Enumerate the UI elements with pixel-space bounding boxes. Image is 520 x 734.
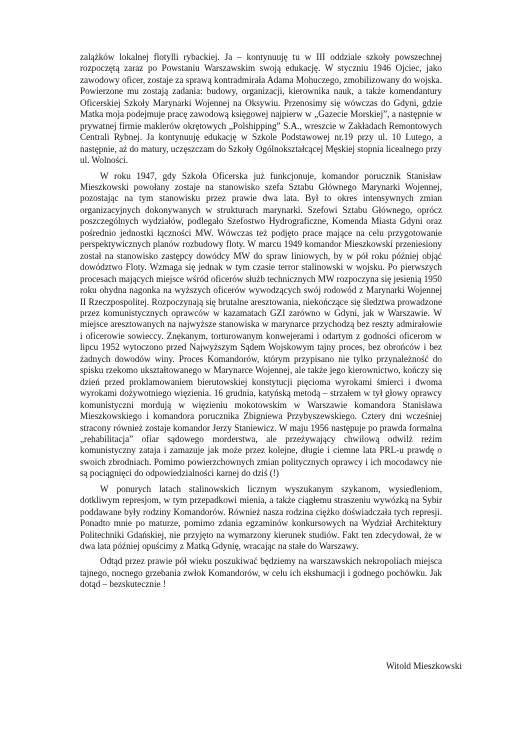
paragraph-1: zalążków lokalnej flotylli rybackiej. Ja – kontynuuję tu w III oddziale szkoły powszechnej rozpoczętą zaraz po Powstaniu Warszawskim swoją edukację. W styczniu 1946 Ojciec, jako zawodowy oficer, zostaje za sprawą kontradmirała Adama Mohuczego, zmobilizowany do wojska. Powierzone mu zostają zadania: budowy, organizacji, kierownika nauk, a także komendantury Oficerskiej Szkoły Marynarki Wojennej na Oksywiu. Przenosimy się wówczas do Gdyni, gdzie Matka moja podejmuje pracę zawodową księgowej najpierw w „Gazecie Morskiej”, a następnie w prywatnej firmie maklerów okrętowych „Polshipping” S.A., wreszcie w Zakładach Remontowych Centrali Rybnej. Ja kontynuuję edukację w Szkole Podstawowej nr.19 przy ul. 10 Lutego, a następnie, aż do matury, uczęszczam do Szkoły Ogólnokształcącej Męskiej stopnia licealnego przy ul. Wolności. bbox=[80, 52, 442, 166]
paragraph-3: W ponurych latach stalinowskich licznym wyszukanym szykanom, wysiedleniom, dotkliwym represjom, w tym przepadkowi mienia, a także ciągłemu straszeniu wywózką na Sybir poddawane były rodziny Komandorów. Również nasza rodzina ciężko doświadczała tych represji. Ponadto mnie po maturze, pomimo zdania egzaminów konkursowych na Wydział Architektury Politechniki Gdańskiej, nie przyjęto na wymarzony kierunek studiów. Fakt ten zdecydował, że w dwa lata później opuścimy z Matką Gdynię, wracając na stałe do Warszawy. bbox=[80, 483, 442, 552]
signature: Witold Mieszkowski bbox=[386, 661, 462, 671]
document-body bbox=[80, 52, 442, 591]
paragraph-2: W roku 1947, gdy Szkoła Oficerska już funkcjonuje, komandor porucznik Stanisław Mieszkowski powołany zostaje na stanowisko szefa Sztabu Głównego Marynarki Wojennej, pozostając na tym stanowisku przez prawie dwa lata. Był to okres intensywnych zmian organizacyjnych dokonywanych w strukturach marynarki. Szefowi Sztabu Głównego, oprócz poszczególnych wydziałów, podlegało Szefostwo Hydrograficzne, Komenda Miasta Gdyni oraz pośrednio jednostki łączności MW. Wówczas też podjęto prace mające na celu przygotowanie perspektywicznych planów rozbudowy floty. W marcu 1949 komandor Mieszkowski przeniesiony został na stanowisko zastępcy dowódcy MW do spraw liniowych, by w pół roku później objąć dowództwo Floty. Wzmaga się jednak w tym czasie terror stalinowski w wojsku. Po pierwszych procesach mających miejsce wśród oficerów służb technicznych MW rozpoczyna się jesienią 1950 roku ohydna nagonka na wyższych oficerów wywodzących swój rodowód z Marynarki Wojennej II Rzeczpospolitej. Rozpoczynają się brutalne aresztowania, niekończące się śledztwa prowadzone przez komunistycznych oprawców w kazamatach GZI zarówno w Gdyni, jak w Warszawie. W miejsce aresztowanych na najwyższe stanowiska w marynarce przychodzą bez reszty admirałowie i oficerowie sowieccy. Znękanym, torturowanym konwejerami i odartym z godności oficerom w lipcu 1952 wytoczono przed Najwyższym Sądem Wojskowym tajny proces, bez obrońców i bez żadnych dowodów winy. Proces Komandorów, którym przypisano nie tylko przynależność do spisku rzekomo ukształtowanego w Marynarce Wojennej, ale także jego kierownictwo, kończy się dzień przed proklamowaniem bierutowskiej konstytucji pięcioma wyrokami śmierci i dwoma wyrokami dożywotniego więzienia. 16 grudnia, katyńską metodą – strzałem w tył głowy oprawcy komunistyczni mordują w więzieniu mokotowskim w Warszawie komandora Stanisława Mieszkowskiego i komandora porucznika Zbigniewa Przybyszewskiego. Cztery dni wcześniej stracony również zostaje komandor Jerzy Staniewicz. W maju 1956 następuje po prawda formalna „rehabilitacja” ofiar sądowego morderstwa, ale przeżywający chwilową odwilż reżim komunistyczny zataja i zamazuje jak może przez kolejne, długie i ciemne lata PRL-u prawdę o swoich zbrodniach. Pomimo powierzchownych zmian politycznych oprawcy i ich mocodawcy nie są pociągnięci do odpowiedzialności karnej do dziś (!) bbox=[80, 170, 442, 479]
paragraph-4: Odtąd przez prawie pół wieku poszukiwać będziemy na warszawskich nekropoliach miejsca tajnego, nocnego grzebania zwłok Komandorów, w celu ich ekshumacji i godnego pochówku. Jak dotąd – bezskutecznie ! bbox=[80, 556, 442, 590]
